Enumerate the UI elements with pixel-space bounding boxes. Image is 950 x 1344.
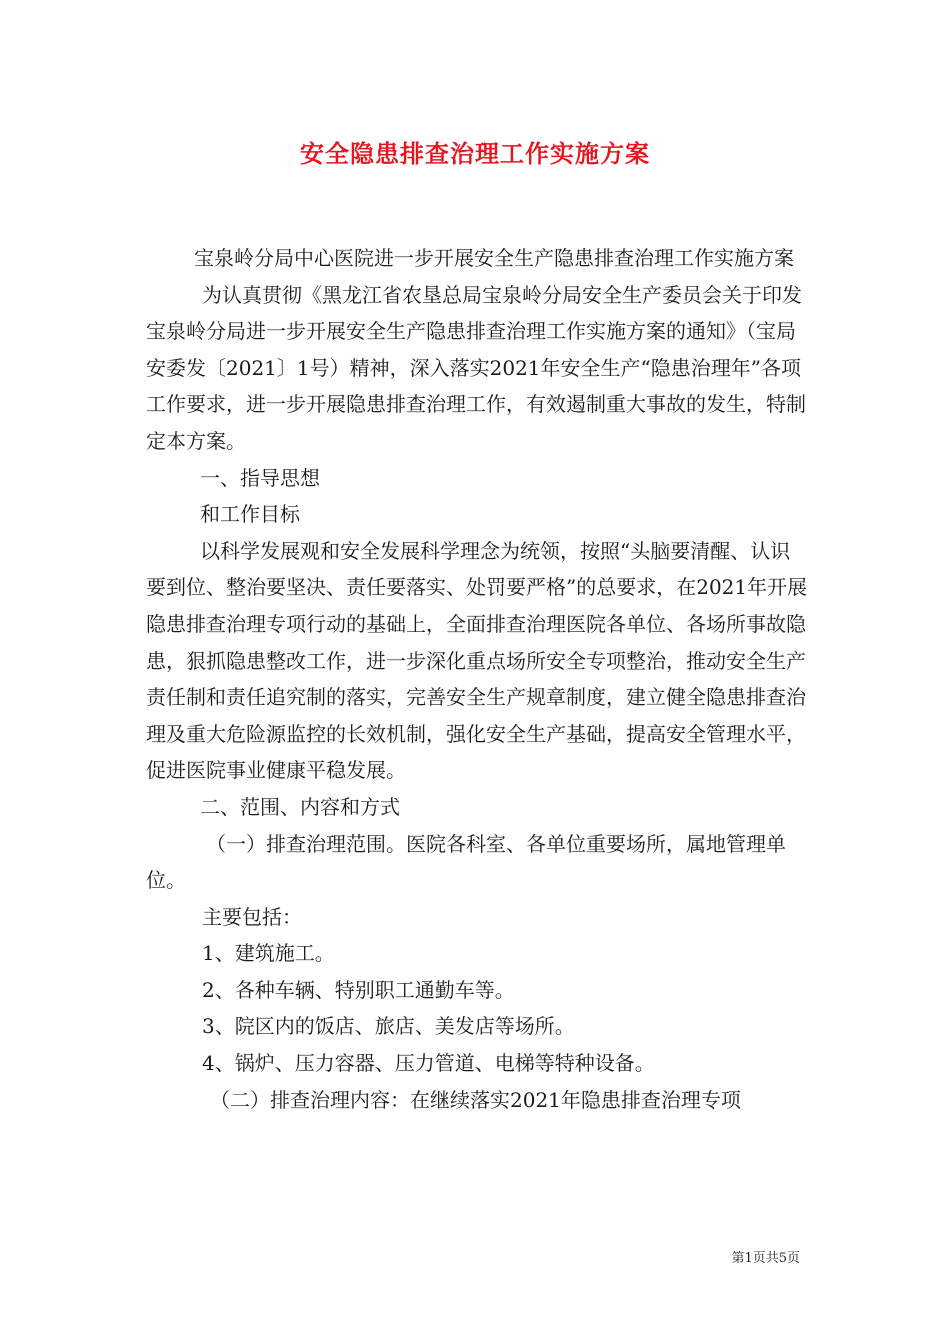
paragraph-heading: 宝泉岭分局中心医院进一步开展安全生产隐患排查治理工作实施方案 [194,246,794,270]
paragraph-intro: 为认真贯彻《黑龙江省农垦总局宝泉岭分局安全生产委员会关于印发宝泉岭分局进一步开展安全生产隐患排查治理工作实施方案的通知》（宝局安委发〔2021〕1号）精神，深入落实2021年安全生产“隐患治理年”各项工作要求，进一步开展隐患排查治理工作，有效遏制重大事故的发生，特制定本方案。 [146,282,806,453]
paragraph-scope: （一）排查治理范围。医院各科室、各单位重要场所，属地管理单位。 [146,831,786,893]
list-item: 3、院区内的饭店、旅店、美发店等场所。 [202,1014,575,1039]
list-item: 2、各种车辆、特别职工通勤车等。 [202,977,515,1002]
list-item: 1、建筑施工。 [202,941,335,966]
list-item: 4、锅炉、压力容器、压力管道、电梯等特种设备。 [202,1051,655,1076]
document-body [146,240,810,1118]
paragraph-guiding: 以科学发展观和安全发展科学理念为统领，按照“头脑要清醒、认识要到位、整治要坚决、责任要落实、处罚要严格”的总要求，在2021年开展隐患排查治理专项行动的基础上，全面排查治理医院各单位、各场所事故隐患，狠抓隐患整改工作，进一步深化重点场所安全专项整治，推动安全生产责任制和责任追究制的落实，完善安全生产规章制度，建立健全隐患排查治理及重大危险源监控的长效机制，强化安全生产基础，提高安全管理水平，促进医院事业健康平稳发展。 [146,538,808,783]
document-title: 安全隐患排查治理工作实施方案 [300,139,650,168]
paragraph-includes: 主要包括： [202,904,302,929]
page-number: 第1页共5页 [731,1251,800,1266]
section-heading-1: 一、指导思想 [200,465,320,490]
section-heading-1-cont: 和工作目标 [200,502,300,527]
section-heading-2: 二、范围、内容和方式 [200,794,400,819]
paragraph-content: （二）排查治理内容：在继续落实2021年隐患排查治理专项 [210,1087,741,1112]
